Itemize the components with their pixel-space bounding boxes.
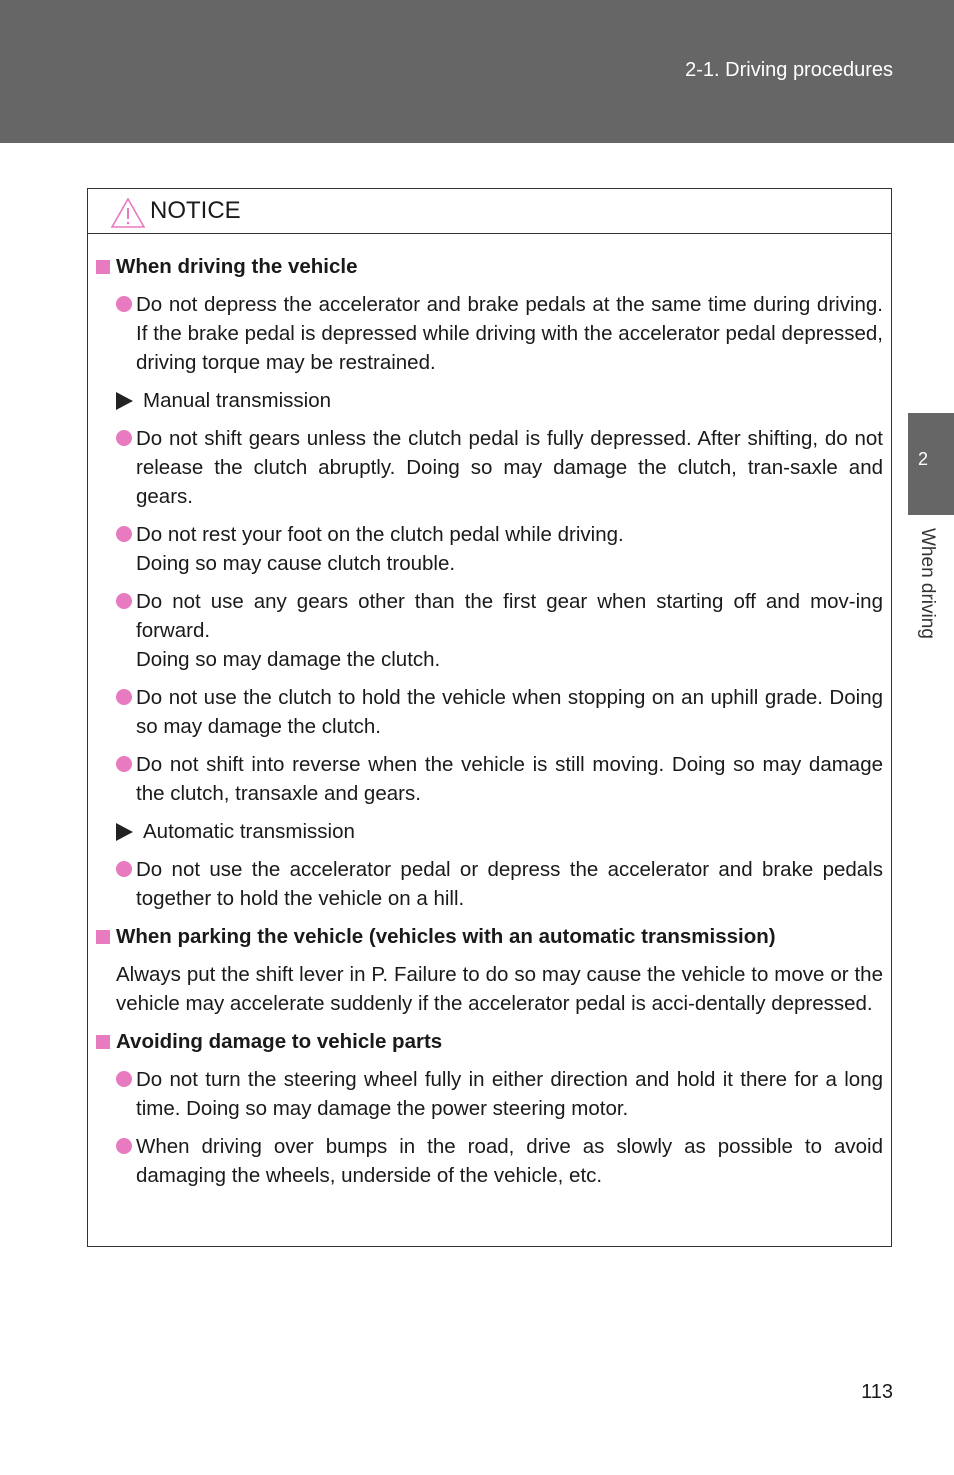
chapter-number: 2 [917,449,928,469]
list-item: Do not use the clutch to hold the vehicle when stopping on an uphill grade. Doing so may damage the clutch. [116,683,883,741]
circle-bullet-icon [116,756,132,772]
square-bullet-icon [96,1035,110,1049]
list-item: Do not turn the steering wheel fully in either direction and hold it there for a long time. Doing so may damage the power steering motor. [116,1065,883,1123]
circle-bullet-icon [116,430,132,446]
arrow-right-icon [116,392,133,410]
circle-bullet-icon [116,861,132,877]
circle-bullet-icon [116,593,132,609]
subheading-automatic: Automatic transmission [116,817,883,846]
chapter-tab [908,413,954,515]
chapter-label: When driving [917,528,938,639]
square-bullet-icon [96,930,110,944]
page-number: 113 [861,1381,893,1403]
circle-bullet-icon [116,689,132,705]
warning-triangle-icon [110,197,146,229]
list-item: Do not shift gears unless the clutch pedal is fully depressed. After shifting, do not release the clutch abruptly. Doing so may damage the clutch, tran-saxle and gears. [116,424,883,511]
square-bullet-icon [96,260,110,274]
list-item: Do not depress the accelerator and brake pedals at the same time during driving. If the brake pedal is depressed while driving with the accelerator pedal depressed, driving torque may be restrained. [116,290,883,377]
list-item: When driving over bumps in the road, drive as slowly as possible to avoid damaging the wheels, underside of the vehicle, etc. [116,1132,883,1190]
circle-bullet-icon [116,296,132,312]
notice-title: NOTICE [150,197,241,224]
list-item: Do not rest your foot on the clutch pedal while driving. Doing so may cause clutch trouble. [116,520,883,578]
arrow-right-icon [116,823,133,841]
section-heading: Avoiding damage to vehicle parts [96,1027,883,1056]
notice-box [87,188,892,1247]
notice-header [88,189,891,234]
section-heading: When parking the vehicle (vehicles with an automatic transmission) [96,922,883,951]
list-item: Do not use the accelerator pedal or depress the accelerator and brake pedals together to hold the vehicle on a hill. [116,855,883,913]
circle-bullet-icon [116,1138,132,1154]
subheading-manual: Manual transmission [116,386,883,415]
circle-bullet-icon [116,526,132,542]
header-band [0,0,954,143]
circle-bullet-icon [116,1071,132,1087]
list-item: Do not use any gears other than the first gear when starting off and mov-ing forward. Doing so may damage the clutch. [116,587,883,674]
notice-body [88,234,891,1190]
list-item: Do not shift into reverse when the vehicle is still moving. Doing so may damage the clutch, transaxle and gears. [116,750,883,808]
paragraph: Always put the shift lever in P. Failure to do so may cause the vehicle to move or the vehicle may accelerate suddenly if the accelerator pedal is acci-dentally depressed. [116,963,883,1015]
section-title: 2-1. Driving procedures [685,59,893,81]
section-heading: When driving the vehicle [96,252,883,281]
